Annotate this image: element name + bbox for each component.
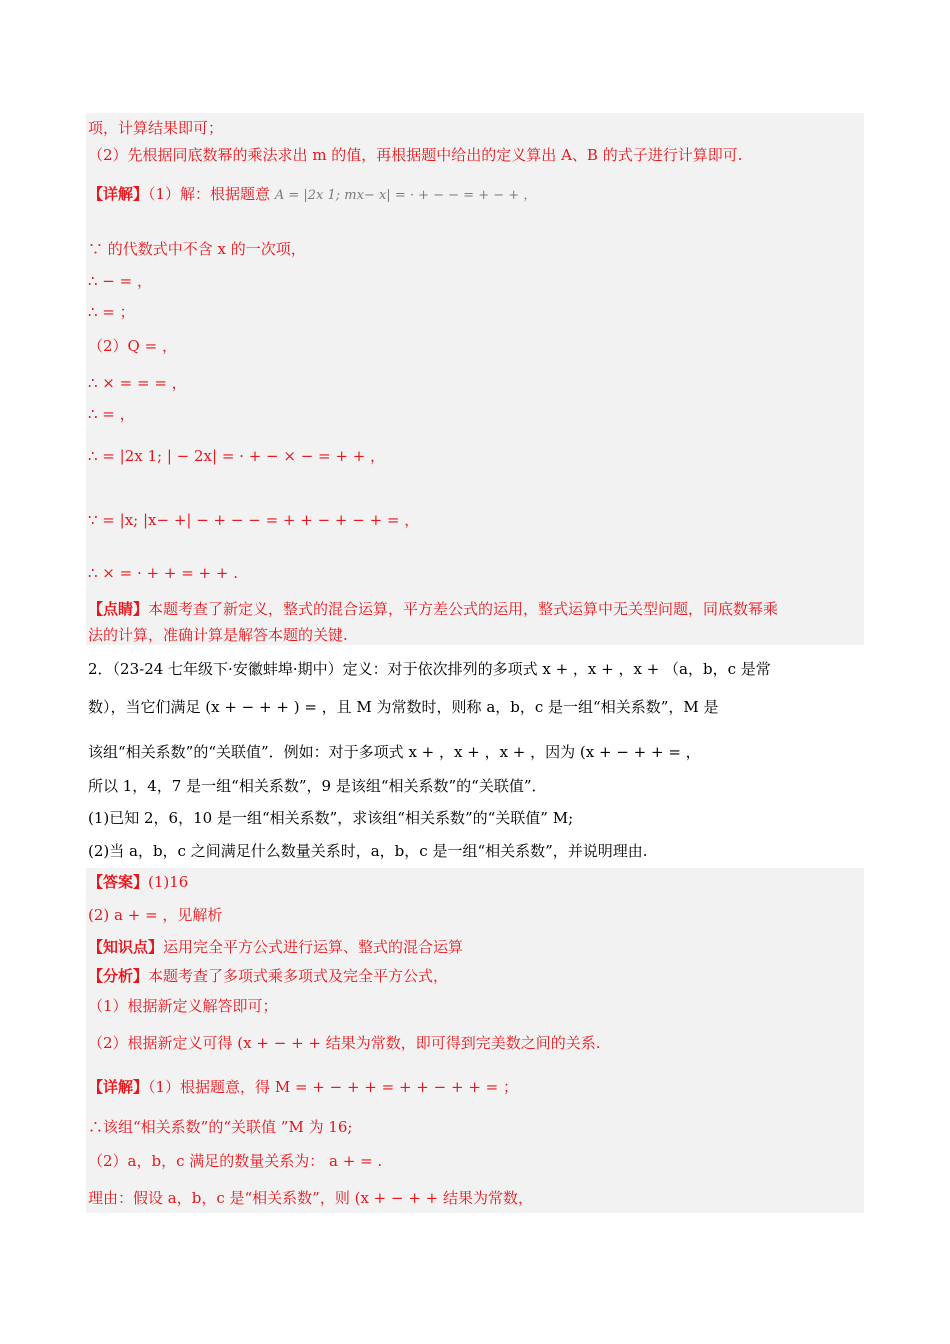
detail-line-b4: 理由：假设 a，b，c 是“相关系数”，则 (x + − + + 结果为常数， [88,1189,534,1207]
question-2-line-3: 该组“相关系数”的“关联值”．例如：对于多项式 x + ，x + ，x + ，因为 (x + − + + = ， [88,743,701,761]
analysis-step-2b: （2）根据新定义可得 (x + − + + 结果为常数，即可得到完美数之间的关系. [88,1034,601,1052]
because-line-1: ∵ 的代数式中不含 x 的一次项， [88,240,306,258]
detail-line-b3: （2）a，b，c 满足的数量关系为： a + = . [88,1152,383,1170]
comment-line-2: 法的计算，准确计算是解答本题的关键. [88,626,348,644]
detail-line-b2: ∴该组“相关系数”的“关联值 ”M 为 16; [88,1118,353,1136]
answer-line-1 [88,872,188,892]
analysis-text: 本题考查了多项式乘多项式及完全平方公式， [148,967,449,985]
detail-1-text: （1）解：根据题意 [148,185,271,203]
detail-tag: 【详解】 [88,185,149,203]
question-2-line-2: 数），当它们满足 (x + − + + ) = ，且 M 为常数时，则称 a，b，c 是一组“相关系数”，M 是 [88,698,719,716]
analysis-tag: 【分析】 [88,967,149,985]
therefore-line-2: ∴ = ； [88,303,135,321]
answer-1: (1)16 [148,873,189,891]
knowledge-tag: 【知识点】 [88,938,164,956]
detail-b1-text: （1）根据题意，得 M = + − + + = + + − + + = ； [148,1078,518,1096]
question-2-sub-1: (1)已知 2，6，10 是一组“相关系数”，求该组“相关系数”的“关联值” M; [88,809,574,827]
therefore-line-6: ∴ × = · + + = + + . [88,564,238,582]
detail-line-1 [88,184,536,224]
question-2-line-4: 所以 1，4，7 是一组“相关系数”，9 是该组“相关系数”的“关联值”． [88,777,547,795]
comment-line-1 [88,599,778,619]
therefore-line-4: ∴ = ， [88,405,135,423]
analysis-step-1: （1）根据新定义解答即可； [88,997,278,1015]
detail-line-b1 [88,1077,518,1097]
analysis-step-2: （2）先根据同底数幂的乘法求出 m 的值，再根据题中给出的定义算出 A、B 的式子进行计算即可. [88,146,743,164]
answer-tag: 【答案】 [88,873,149,891]
analysis-line [88,966,448,986]
detail-1-math: A = |2x 1; mx− x| = · + − − = + − + ， [274,188,537,203]
comment-tag: 【点睛】 [88,600,149,618]
knowledge-text: 运用完全平方公式进行运算、整式的混合运算 [163,938,464,956]
knowledge-line [88,937,463,957]
question-2-line-1: 2．（23-24 七年级下·安徽蚌埠·期中）定义：对于依次排列的多项式 x + ，x + ，x + （a，b，c 是常 [88,660,771,678]
because-line-2: ∵ = |x; |x− +| − + − − = + + − + − + = ， [88,511,420,529]
detail-tag-2: 【详解】 [88,1078,149,1096]
question-2-sub-2: (2)当 a，b，c 之间满足什么数量关系时，a，b，c 是一组“相关系数”，并说明理由. [88,842,648,860]
comment-text-1: 本题考查了新定义，整式的混合运算，平方差公式的运用，整式运算中无关型问题，同底数幂乘 [148,600,779,618]
part-2-start: （2）Q = ， [88,337,177,355]
therefore-line-1: ∴ − = ， [88,272,152,290]
therefore-line-3: ∴ × = = = ， [88,374,187,392]
therefore-line-5: ∴ = |2x 1; | − 2x| = · + − × − = + + ， [88,447,386,465]
answer-line-2: (2) a + = ，见解析 [88,906,223,924]
continuation-line: 项，计算结果即可； [88,119,224,137]
